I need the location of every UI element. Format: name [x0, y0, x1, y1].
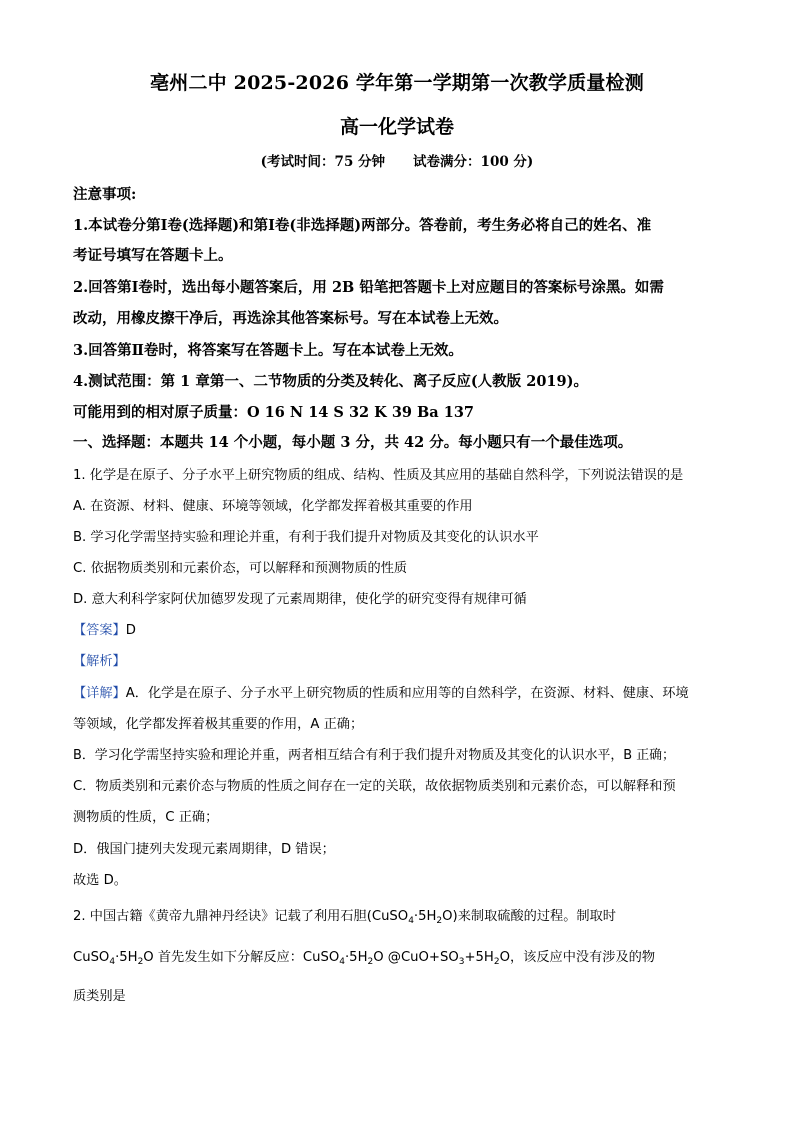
detail-tag: 【详解】: [73, 686, 126, 701]
exam-info: [0, 150, 794, 170]
detail-line: D．俄国门捷列夫发现元素周期律，D 错误；: [73, 842, 335, 857]
detail-line: 等领域，化学都发挥着极其重要的作用，A 正确；: [73, 717, 364, 732]
question-1-option-c: C. 依据物质类别和元素价态，可以解释和预测物质的性质: [73, 561, 408, 576]
notes-heading: 注意事项:: [73, 186, 137, 203]
detail-line: B．学习化学需坚持实验和理论并重，两者相互结合有利于我们提升对物质及其变化的认识水平，B 正确；: [73, 748, 675, 763]
note-line: 4.测试范围：第 1 章第一、二节物质的分类及转化、离子反应(人教版 2019)。: [73, 373, 588, 390]
detail-line: 测物质的性质，C 正确；: [73, 810, 219, 825]
exam-subtitle: 高一化学试卷: [339, 116, 454, 138]
detail-line: C．物质类别和元素价态与物质的性质之间存在一定的关联，故依据物质类别和元素价态，可以解释和预: [73, 779, 676, 794]
question-2-line: 质类别是: [73, 989, 126, 1004]
section-heading: 一、选择题：本题共 14 个小题，每小题 3 分，共 42 分。每小题只有一个最佳选项。: [73, 434, 633, 451]
exam-time: (考试时间：75 分钟: [260, 154, 386, 170]
question-1-option-d: D. 意大利科学家阿伏加德罗发现了元素周期律，使化学的研究变得有规律可循: [73, 592, 527, 607]
note-line: 3.回答第Ⅱ卷时，将答案写在答题卡上。写在本试卷上无效。: [73, 342, 463, 359]
question-1-option-a: A. 在资源、材料、健康、环境等领域，化学都发挥着极其重要的作用: [73, 499, 473, 514]
detail-line: [73, 682, 689, 701]
question-2-equation-line: $CuSO_4\cdot 5H_2O$ 首先发生如下分解反应：$CuSO_4\cdot 5H_2O$ $@CuO+SO_3+5H_2O$，该反应中没有涉及的物: [73, 950, 656, 967]
exam-title: 亳州二中 2025-2026 学年第一学期第一次教学质量检测: [150, 72, 644, 94]
question-2-stem: 2. 中国古籍《黄帝九鼎神丹经诀》记载了利用石胆$(CuSO_4\cdot 5H_2O)$来制取硫酸的过程。制取时: [73, 909, 616, 926]
answer-line: [73, 619, 136, 638]
note-line: 1.本试卷分第Ⅰ卷(选择题)和第Ⅰ卷(非选择题)两部分。答卷前，考生务必将自己的姓名、准: [73, 217, 652, 234]
note-line: 2.回答第Ⅰ卷时，选出每小题答案后，用 2B 铅笔把答题卡上对应题目的答案标号涂黑。如需: [73, 279, 664, 296]
detail-text: A．化学是在原子、分子水平上研究物质的性质和应用等的自然科学，在资源、材料、健康、环境: [125, 686, 689, 701]
exam-score: 试卷满分：100 分): [413, 154, 534, 170]
analysis-tag: 【解析】: [73, 654, 126, 669]
note-line: 改动，用橡皮擦干净后，再选涂其他答案标号。写在本试卷上无效。: [73, 310, 508, 327]
detail-line: 故选 D。: [73, 873, 127, 888]
note-line: 考证号填写在答题卡上。: [73, 247, 233, 264]
question-1-option-b: B. 学习化学需坚持实验和理论并重，有利于我们提升对物质及其变化的认识水平: [73, 530, 539, 545]
question-1-stem: 1. 化学是在原子、分子水平上研究物质的组成、结构、性质及其应用的基础自然科学，下列说法错误的是: [73, 468, 684, 483]
answer-value: D: [125, 623, 136, 638]
answer-tag: 【答案】: [73, 623, 126, 638]
atomic-mass-line: 可能用到的相对原子质量：O 16 N 14 S 32 K 39 Ba 137: [73, 404, 475, 421]
